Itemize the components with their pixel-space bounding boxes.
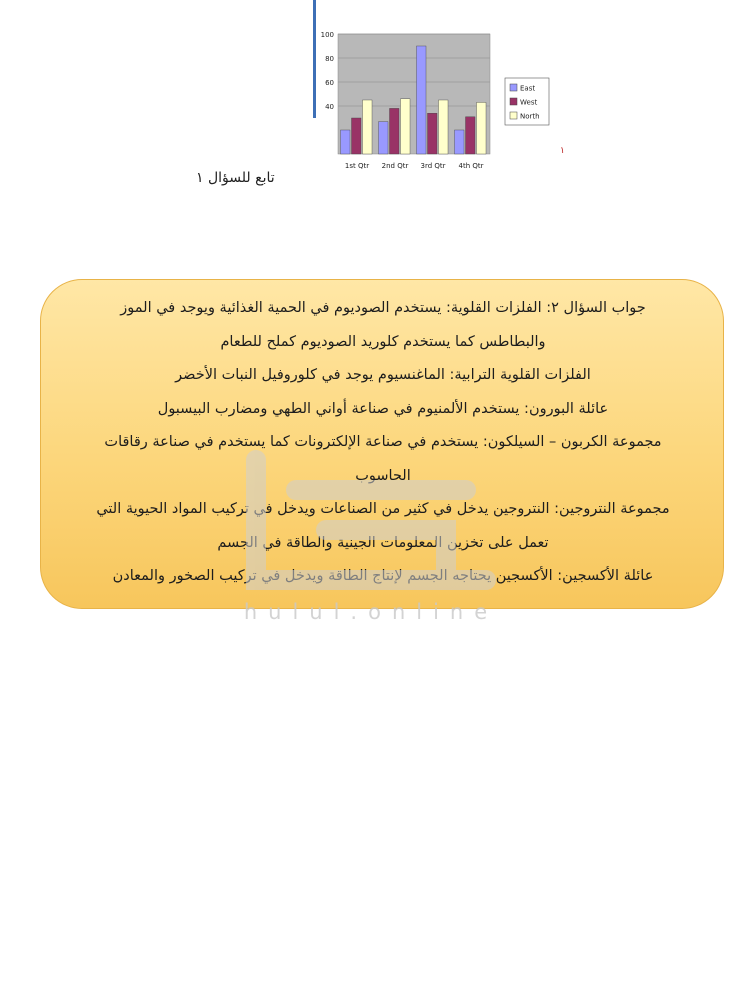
y-tick-label: 80: [325, 55, 334, 63]
answer-line-9: عائلة الأكسجين: الأكسجين يحتاجه الجسم لإنتاج الطاقة ويدخل في تركيب الصخور والمعادن: [112, 568, 654, 584]
bar-west-3: [428, 113, 438, 154]
bar-west-2: [390, 108, 400, 154]
answer-line-5: مجموعة الكربون – السيلكون: يستخدم في صناعة الإلكترونات كما يستخدم في صناعة رقاقات: [104, 434, 662, 450]
answer-line-4: عائلة البورون: يستخدم الألمنيوم في صناعة أواني الطهي ومضارب البيسبول: [157, 400, 609, 417]
answer-line-7: مجموعة النتروجين: النتروجين يدخل في كثير من الصناعات ويدخل في تركيب المواد الحيوية التي: [96, 501, 670, 517]
bar-east-2: [379, 122, 389, 154]
bar-north-3: [439, 100, 449, 154]
bar-west-1: [352, 118, 362, 154]
x-axis-labels: [345, 162, 484, 170]
legend-label: West: [520, 98, 538, 107]
answer-lines: [41, 292, 724, 594]
y-tick-label: 60: [325, 79, 334, 87]
bar-east-4: [455, 130, 465, 154]
y-axis-ticks: [321, 31, 334, 111]
bar-north-2: [401, 99, 411, 154]
answer-line-2: والبطاطس كما يستخدم كلوريد الصوديوم كملح للطعام: [220, 333, 546, 350]
bar-west-4: [466, 117, 476, 154]
answer-line-8: تعمل على تخزين المعلومات الجينية والطاقة في الجسم: [217, 534, 549, 551]
legend-swatch: [510, 98, 517, 105]
answer-line-6: الحاسوب: [355, 467, 411, 484]
bar-north-4: [477, 102, 487, 154]
y-tick-label: 40: [325, 103, 334, 111]
x-tick-label: 3rd Qtr: [420, 162, 446, 170]
x-tick-label: 1st Qtr: [344, 162, 370, 170]
continued-label: تابع للسؤال ١: [196, 170, 275, 186]
y-tick-label: 100: [320, 31, 334, 39]
x-tick-label: 4th Qtr: [458, 162, 484, 170]
bar-east-3: [417, 46, 427, 154]
x-tick-label: 2nd Qtr: [381, 162, 409, 170]
legend-label: East: [520, 84, 536, 93]
legend-swatch: [510, 84, 517, 91]
watermark-text: hulul.online: [243, 600, 499, 624]
answer-line-3: الفلزات القلوية الترابية: الماغنسيوم يوجد في كلوروفيل النبات الأخضر: [175, 367, 591, 383]
legend-swatch: [510, 112, 517, 119]
legend-label: North: [520, 112, 540, 121]
corner-mark: ١: [560, 146, 565, 156]
quarterly-bar-chart: [300, 22, 560, 177]
answer-box: [40, 279, 724, 609]
bar-east-1: [341, 130, 351, 154]
bar-north-1: [363, 100, 373, 154]
answer-line-1: جواب السؤال ٢: الفلزات القلوية: يستخدم الصوديوم في الحمية الغذائية ويوجد في الموز: [120, 300, 646, 316]
